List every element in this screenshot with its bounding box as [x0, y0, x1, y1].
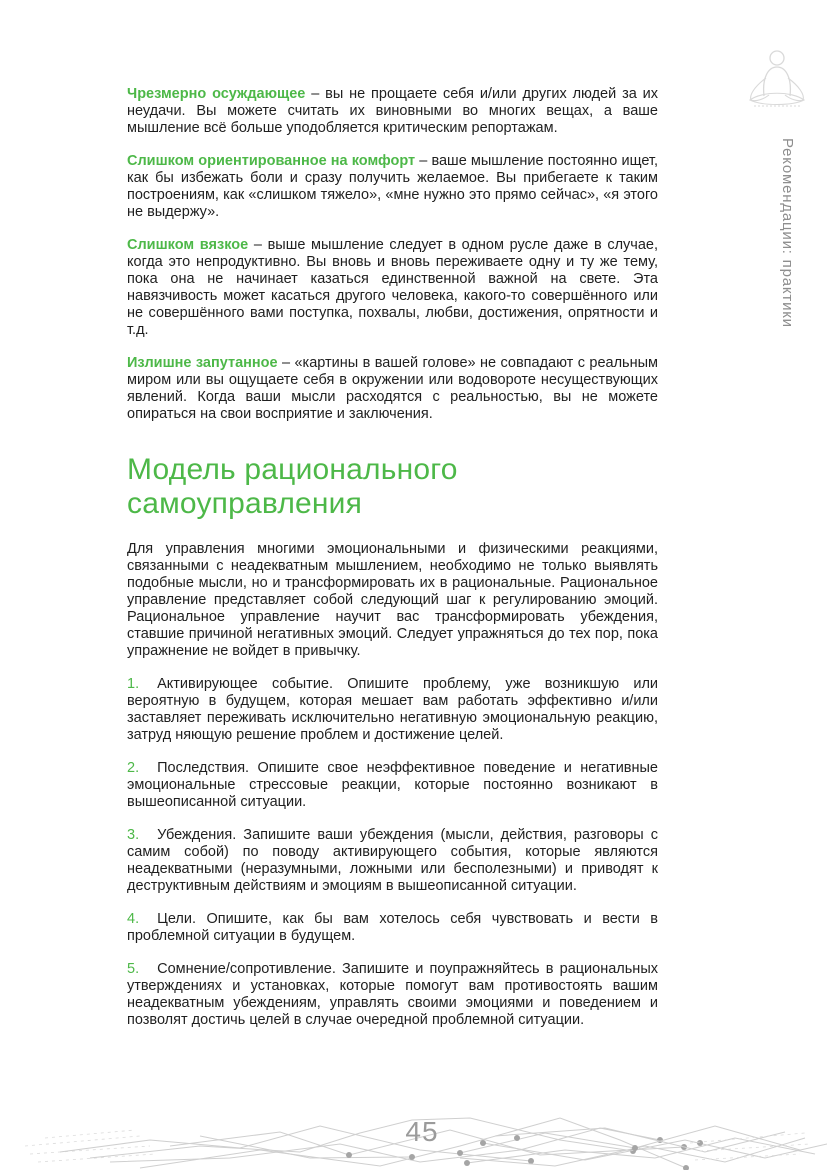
definition-body: – «картины в вашей голове» не совпадают с реальным миром или вы ощущаете себя в окружении или водовороте несуществующих явлений. Когда ваши мысли расходятся с реальностью, вы не можете опираться на свои восприятие и заключения.: [127, 355, 659, 422]
step-item: [127, 676, 658, 744]
step-number: 3.: [127, 827, 140, 843]
step-number: 1.: [127, 676, 140, 692]
main-text-column: [127, 86, 658, 1045]
step-item: [127, 911, 658, 945]
step-number: 2.: [127, 760, 140, 776]
definition-paragraph: [127, 355, 658, 423]
sidebar-vertical-label: Рекомендации: практики: [779, 138, 796, 328]
section-heading: Модель рационального самоуправления: [127, 453, 458, 520]
meditation-icon: [742, 48, 812, 110]
step-item: [127, 760, 658, 811]
step-text: Убеждения. Запишите ваши убеждения (мысли, действия, разговоры с самим собой) по поводу активирующего события, которые являются неадекватными (неразумными, ложными или бесполезными) и приводят к деструктивным действиям и эмоциям в вышеописанной ситуации.: [127, 827, 658, 894]
definition-term: Чрезмерно осуждающее: [127, 86, 306, 102]
step-text: Сомнение/сопротивление. Запишите и поупражняйтесь в рациональных утверждениях и установках, которые помогут вам противостоять вашим неадекватным убеждениям, управлять своими эмоциями и поведением и позволят достичь целей в случае очередной проблемной ситуации.: [127, 961, 658, 1028]
definition-term: Слишком ориентированное на комфорт: [127, 153, 416, 169]
step-item: [127, 961, 658, 1029]
definition-body: – выше мышление следует в одном русле даже в случае, когда это непродуктивно. Вы вновь и вновь переживаете одну и ту же тему, пока она не начинает казаться единственной важной на свете. Эта навязчивость может касаться другого человека, какого-то совершённого или не совершённого вами поступка, похвалы, любви, достижения, опрятности и т.д.: [127, 237, 658, 338]
step-number: 4.: [127, 911, 140, 927]
definition-paragraph: [127, 237, 658, 339]
step-text: Активирующее событие. Опишите проблему, уже возникшую или вероятную в будущем, которая мешает вам работать эффективно и/или заставляет переживать исключительно негативную эмоциональную реакцию, затруд няющую решение проблем и достижение целей.: [127, 676, 658, 743]
definition-term: Излишне запутанное: [127, 355, 278, 371]
section-intro-paragraph: Для управления многими эмоциональными и физическими реакциями, связанными с неадекватным мышлением, необходимо не только выявлять подобные мысли, но и трансформировать их в рациональные. Рациональное управление представляет собой следующий шаг к регулированию эмоций. Рациональное управление научит вас трансформировать убеждения, ставшие причиной негативных эмоций. Следует упражняться до тех пор, пока упражнение не войдет в привычку.: [127, 541, 658, 659]
definition-paragraph: [127, 86, 658, 137]
definition-body: – вы не прощаете себя и/или других людей за их неудачи. Вы можете считать их виновными во многих вещах, а ваше мышление всё больше уподобляется критическим репортажам.: [127, 86, 658, 136]
step-text: Цели. Опишите, как бы вам хотелось себя чувствовать и вести в проблемной ситуации в будущем.: [127, 911, 658, 944]
page-footer: [0, 1088, 827, 1170]
step-item: [127, 827, 658, 895]
step-number: 5.: [127, 961, 140, 977]
definition-term: Слишком вязкое: [127, 237, 249, 253]
page-number: 45: [405, 1116, 439, 1147]
definition-paragraph: [127, 153, 658, 221]
definition-body: – ваше мышление постоянно ищет, как бы избежать боли и сразу получить желаемое. Вы прибегаете к таким построениям, как «слишком тяжело», «мне нужно это прямо сейчас», «я этого не выдержу».: [127, 153, 658, 220]
step-text: Последствия. Опишите свое неэффективное поведение и негативные эмоциональные стрессовые реакции, которые постоянно возникают в вышеописанной ситуации.: [127, 760, 658, 810]
